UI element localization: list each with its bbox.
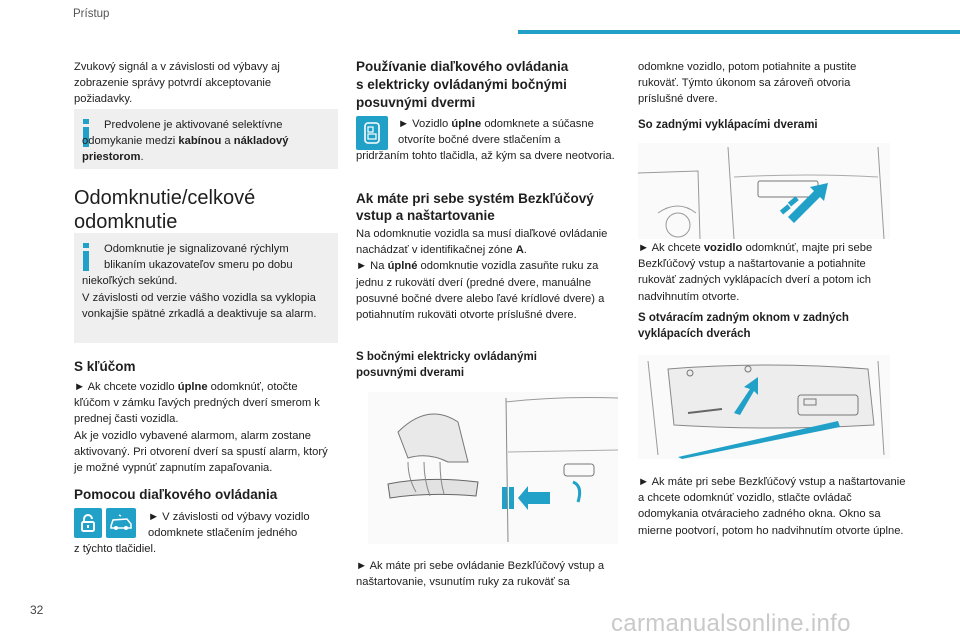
page-number: 32 bbox=[30, 603, 44, 617]
keyless-title: Ak máte pri sebe systém Bezkľúčový vstup a naštartovanie bbox=[356, 191, 594, 223]
section-title: Odomknutie/celkové odomknutie bbox=[74, 187, 256, 233]
remote-title: Pomocou diaľkového ovládania bbox=[74, 487, 278, 502]
remote-paragraph: ► V závislosti od výbavy vozidlo odomknete stlačením jedného z týchto tlačidiel. bbox=[74, 511, 310, 556]
keyless-paragraph: Na odomknutie vozidla sa musí diaľkové ovládanie nachádzať v identifikačnej zóne A. ► Na úplné odomknutie vozidla zasuňte ruku za jednu z rukovätí dverí (predné dvere, manuálne posuvné bočné dvere alebo ľavé krídlové dvere) a potiahnutím rukoväti otvorte príslušné dvere. bbox=[356, 228, 608, 322]
side-door-hand-illustration bbox=[368, 392, 618, 544]
info-note-selective bbox=[74, 109, 338, 169]
header-title: Prístup bbox=[73, 8, 110, 20]
info-note-text: Odomknutie je signalizované rýchlym blikaním ukazovateľov smeru po dobu niekoľkých sekúnd. V závislosti od verzie vášho vozidla sa vyklopia vonkajšie spätné zrkadlá a deaktivuje sa alarm. bbox=[82, 243, 317, 320]
remote-sliding-paragraph: ► Vozidlo úplne odomknete a súčasne otvoríte bočné dvere stlačením a pridržaním tohto tlačidla, až kým sa dvere neotvoria. bbox=[356, 118, 615, 163]
rear-window-title: S otváracím zadným oknom v zadných vyklápacích dverách bbox=[638, 312, 849, 340]
key-paragraph: ► Ak chcete vozidlo úplne odomknúť, otočte kľúčom v zámku ľavých predných dverí smerom k prednej časti vozidla. Ak je vozidlo vybavené alarmom, alarm zostane aktivovaný. Pri otvorení dverí sa spustí alarm, ktorý je možné vypnúť zapnutím zapaľovania. bbox=[74, 381, 328, 475]
rear-doors-title: So zadnými vyklápacími dverami bbox=[638, 119, 818, 131]
side-doors-paragraph: ► Ak máte pri sebe ovládanie Bezkľúčový vstup a naštartovanie, vsunutím ruky za rukoväť sa bbox=[356, 560, 605, 589]
rear-window-illustration bbox=[638, 355, 890, 459]
intro-paragraph: Zvukový signál a v závislosti od výbavy aj zobrazenie správy potvrdí akceptovanie požiadavky. bbox=[74, 61, 280, 106]
info-note-text: Predvolene je aktivované selektívne odomykanie medzi kabínou a nákladový priestorom. bbox=[82, 119, 289, 164]
rear-window-paragraph: ► Ak máte pri sebe Bezkľúčový vstup a naštartovanie a chcete odomknúť vozidlo, stlačte ovládač odomykania otváracieho zadného okna. Okno sa mierne pootvorí, potom ho nadvihnutím otvorte úplne. bbox=[638, 476, 906, 537]
key-title: S kľúčom bbox=[74, 359, 136, 374]
header-accent-bar bbox=[518, 30, 960, 34]
side-doors-title: S bočnými elektricky ovládanými posuvnými dverami bbox=[356, 351, 537, 379]
info-note-unlock bbox=[74, 233, 338, 343]
remote-sliding-title: Používanie diaľkového ovládania s elektricky ovládanými bočnými posuvnými dvermi bbox=[356, 59, 569, 110]
rear-doors-paragraph: ► Ak chcete vozidlo odomknúť, majte pri sebe Bezkľúčový vstup a naštartovanie a potiahnite rukoväť zadných vyklápacích dverí a potom ich nadvihnutím otvorte. bbox=[638, 242, 873, 303]
continued-paragraph: odomkne vozidlo, potom potiahnite a pustite rukoväť. Týmto úkonom sa zároveň otvoria príslušné dvere. bbox=[638, 61, 857, 106]
rear-tailgate-illustration bbox=[638, 143, 890, 239]
watermark: carmanualsonline.info bbox=[611, 610, 851, 637]
